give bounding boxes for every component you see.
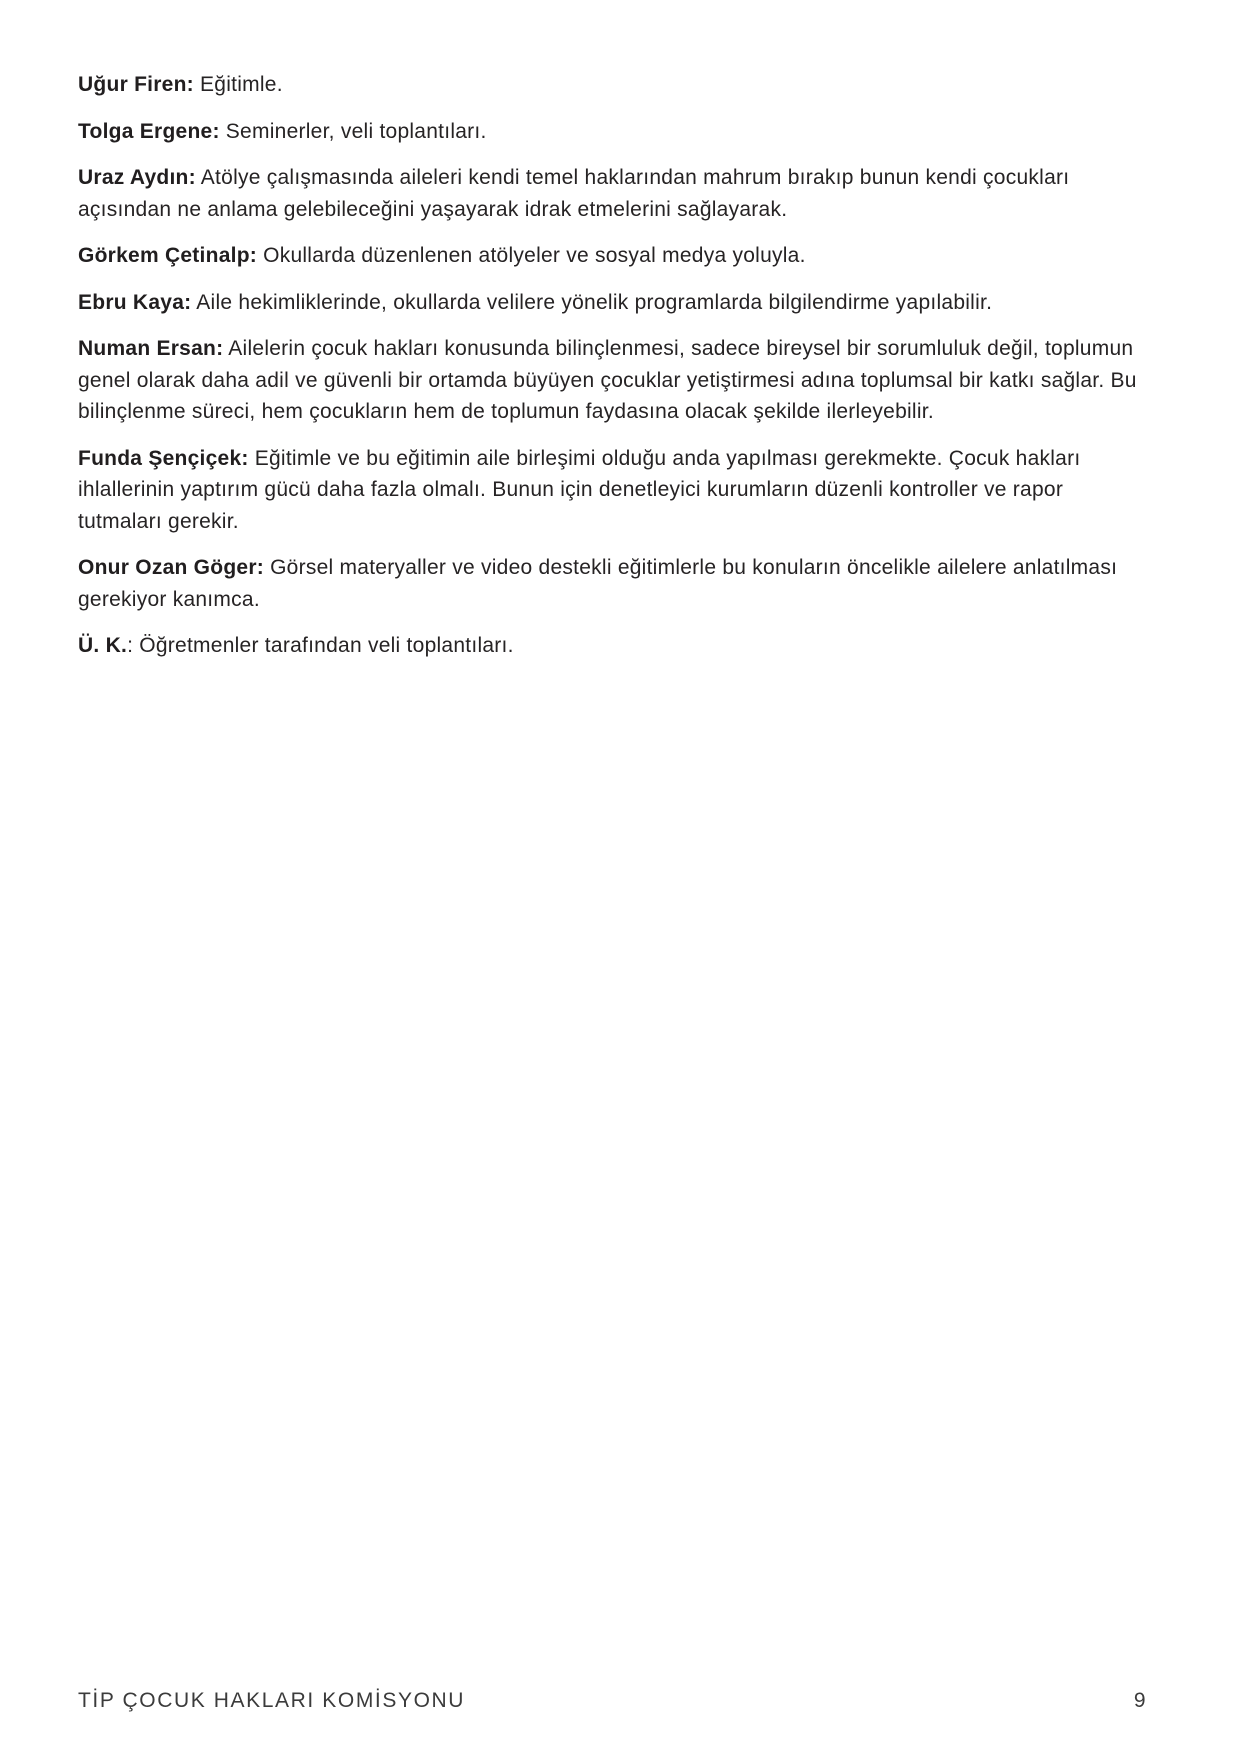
speaker-name: Funda Şençiçek:	[78, 446, 249, 470]
speaker-name: Uğur Firen:	[78, 73, 194, 96]
speaker-name: Ü. K.	[78, 634, 128, 657]
speaker-statement: Atölye çalışmasında aileleri kendi temel haklarından mahrum bırakıp bunun kendi çocukları açısından ne anlama gelebileceğini yaşayarak idrak etmelerini sağlayarak.	[78, 166, 1070, 221]
paragraph	[78, 552, 1146, 615]
paragraph	[78, 69, 1146, 101]
paragraph	[78, 443, 1146, 538]
paragraph	[78, 630, 1146, 662]
paragraph	[78, 287, 1146, 319]
speaker-statement: Eğitimle.	[193, 73, 283, 96]
paragraph	[78, 116, 1146, 148]
page-number: 9	[1133, 1689, 1146, 1712]
speaker-name: Ebru Kaya:	[78, 290, 192, 314]
page-content	[78, 69, 1146, 677]
page-footer	[78, 1688, 1146, 1714]
speaker-name: Uraz Aydın:	[78, 166, 196, 189]
speaker-statement: Aile hekimliklerinde, okullarda velilere yönelik programlarda bilgilendirme yapılabilir.	[191, 290, 993, 314]
speaker-name: Görkem Çetinalp:	[78, 244, 258, 267]
speaker-statement: Seminerler, veli toplantıları.	[219, 119, 487, 143]
speaker-name: Onur Ozan Göger:	[78, 556, 265, 579]
speaker-name: Numan Ersan:	[78, 337, 224, 360]
footer-title: TİP ÇOCUK HAKLARI KOMİSYONU	[78, 1689, 466, 1712]
speaker-statement: : Öğretmenler tarafından veli toplantıları.	[127, 634, 514, 657]
paragraph	[78, 240, 1146, 272]
speaker-statement: Eğitimle ve bu eğitimin aile birleşimi olduğu anda yapılması gerekmekte. Çocuk hakları ihlallerinin yaptırım gücü daha fazla olmalı. Bunun için denetleyici kurumların düzenli kontroller ve rapor tutmaları gerekir.	[78, 446, 1081, 533]
speaker-statement: Okullarda düzenlenen atölyeler ve sosyal medya yoluyla.	[257, 244, 806, 267]
paragraph	[78, 162, 1146, 225]
speaker-statement: Görsel materyaller ve video destekli eğitimlerle bu konuların öncelikle ailelere anlatılması gerekiyor kanımca.	[78, 556, 1118, 611]
paragraph	[78, 333, 1146, 428]
speaker-name: Tolga Ergene:	[78, 119, 220, 143]
speaker-statement: Ailelerin çocuk hakları konusunda bilinçlenmesi, sadece bireysel bir sorumluluk değil, toplumun genel olarak daha adil ve güvenli bir ortamda büyüyen çocuklar yetiştirmesi adına toplumsal bir katkı sağlar. Bu bilinçlenme süreci, hem çocukların hem de toplumun faydasına olacak şekilde ilerleyebilir.	[78, 337, 1137, 423]
